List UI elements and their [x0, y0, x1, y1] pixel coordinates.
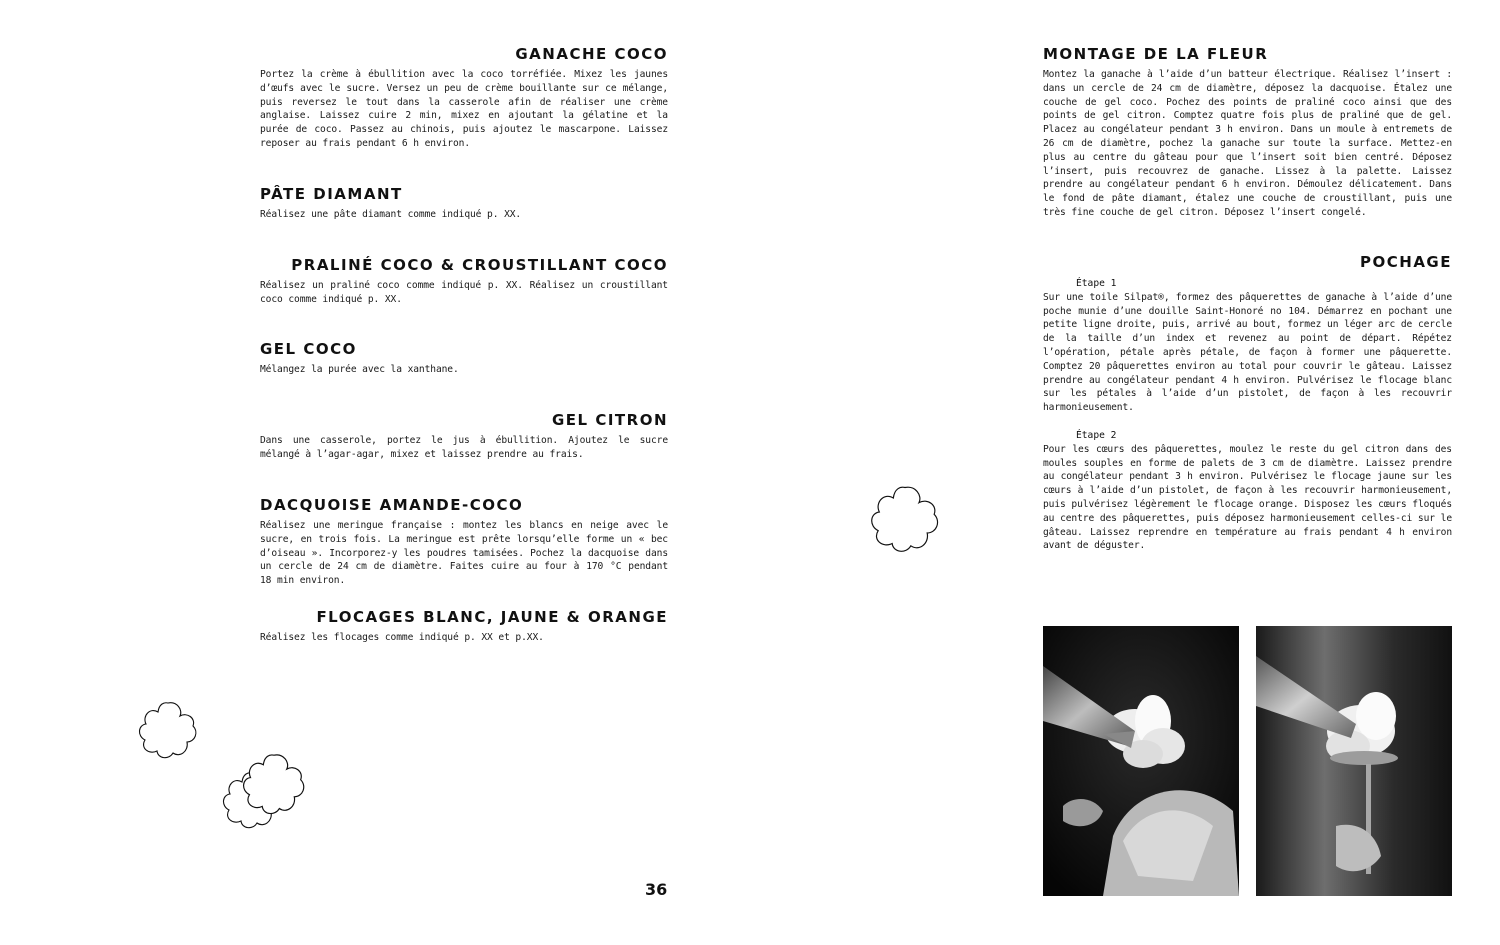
- section-body: Montez la ganache à l’aide d’un batteur électrique. Réalisez l’insert : dans un cercle de 24 cm de diamètre, déposez la dacquoise. Étalez une couche de gel coco. Pochez des points de praliné coco ainsi que des points de gel citron. Comptez quatre fois plus de praliné que de gel. Placez au congélateur pendant 3 h environ. Dans un moule à entremets de 26 cm de diamètre, pochez la ganache sur toute la surface. Mettez-en plus au centre du gâteau pour que l’insert soit bien centré. Déposez l’insert, puis recouvrez de ganache. Lissez à la palette. Laissez prendre au congélateur pendant 6 h environ. Démoulez délicatement. Dans le fond de pâte diamant, étalez une couche de croustillant, puis une très fine couche de gel citron. Déposez l’insert congelé.: [1043, 69, 1452, 218]
- section-flocages: [260, 608, 668, 645]
- section-gel-coco: [260, 340, 668, 377]
- step-label: Étape 1: [1076, 278, 1117, 289]
- flower-outline-icon: [138, 700, 198, 760]
- flower-outline-icon: [870, 484, 940, 554]
- section-body: Réalisez une meringue française : montez les blancs en neige avec le sucre, en trois fois. La meringue est prête lorsqu’elle forme un « bec d’oiseau ». Incorporez-y les poudres tamisées. Pochez la dacquoise dans un cercle de 24 cm de diamètre. Faites cuire au four à 170 °C pendant 18 min environ.: [260, 520, 668, 587]
- section-body: Portez la crème à ébullition avec la coco torréfiée. Mixez les jaunes d’œufs avec le sucre. Versez un peu de crème bouillante sur ce mélange, puis reversez le tout dans la casserole afin de réaliser une crème anglaise. Laissez cuire 2 min, mixez en ajoutant la gélatine et la purée de coco. Passez au chinois, puis ajoutez le mascarpone. Laissez reposer au frais pendant 6 h environ.: [260, 69, 668, 149]
- section-title: PÂTE DIAMANT: [260, 185, 403, 203]
- section-title: GEL COCO: [260, 340, 357, 358]
- section-body: Réalisez une pâte diamant comme indiqué p. XX.: [260, 209, 522, 220]
- section-title: FLOCAGES BLANC, JAUNE & ORANGE: [316, 608, 668, 626]
- section-title: GANACHE COCO: [515, 45, 668, 63]
- section-pochage: [1043, 253, 1452, 553]
- section-praline-croustillant: [260, 256, 668, 307]
- step-label: Étape 2: [1076, 429, 1117, 441]
- section-title: DACQUOISE AMANDE-COCO: [260, 496, 524, 514]
- piping-daisy-photo: [1043, 626, 1239, 896]
- section-pate-diamant: [260, 185, 668, 222]
- section-montage: [1043, 45, 1452, 220]
- section-body: Mélangez la purée avec la xanthane.: [260, 364, 459, 375]
- section-ganache-coco: [260, 45, 668, 151]
- section-dacquoise: [260, 496, 668, 588]
- section-title: GEL CITRON: [551, 411, 668, 429]
- section-body: Réalisez les flocages comme indiqué p. XX et p.XX.: [260, 632, 544, 643]
- section-title: MONTAGE DE LA FLEUR: [1043, 45, 1269, 63]
- section-title: POCHAGE: [1360, 253, 1452, 271]
- flower-outline-icon: [242, 752, 306, 816]
- piping-daisy-photo: [1256, 626, 1452, 896]
- step-body: Pour les cœurs des pâquerettes, moulez le reste du gel citron dans des moules souples en forme de palets de 3 cm de diamètre. Laissez prendre au congélateur pendant 3 h environ. Pulvérisez le flocage jaune sur les cœurs à l’aide d’un pistolet, de façon à les recouvrir harmonieusement, puis pulvérisez légèrement le flocage orange. Disposez les cœurs floqués au centre des pâquerettes, puis déposez harmonieusement celles-ci sur le gâteau. Laissez reprendre en température au frais pendant 4 h environ avant de déguster.: [1043, 443, 1452, 552]
- section-body: Dans une casserole, portez le jus à ébullition. Ajoutez le sucre mélangé à l’agar-agar, mixez et laissez prendre au frais.: [260, 435, 668, 460]
- section-body: Réalisez un praliné coco comme indiqué p. XX. Réalisez un croustillant coco comme indiqué p. XX.: [260, 280, 668, 305]
- step-body: Sur une toile Silpat®, formez des pâquerettes de ganache à l’aide d’une poche munie d’une douille Saint-Honoré no 104. Démarrez en pochant une petite ligne droite, puis, arrivé au bout, formez un léger arc de cercle de la taille d’un index et revenez au point de départ. Répétez l’opération, pétale après pétale, de façon à former une pâquerette. Comptez 20 pâquerettes environ au total pour couvrir le gâteau. Laissez prendre au congélateur pendant 4 h environ. Pulvérisez le flocage blanc sur les pétales à l’aide d’un pistolet, de façon à les recouvrir harmonieusement.: [1043, 291, 1452, 414]
- section-gel-citron: [260, 411, 668, 462]
- section-title: PRALINÉ COCO & CROUSTILLANT COCO: [291, 256, 668, 274]
- page-number: 36: [645, 880, 668, 899]
